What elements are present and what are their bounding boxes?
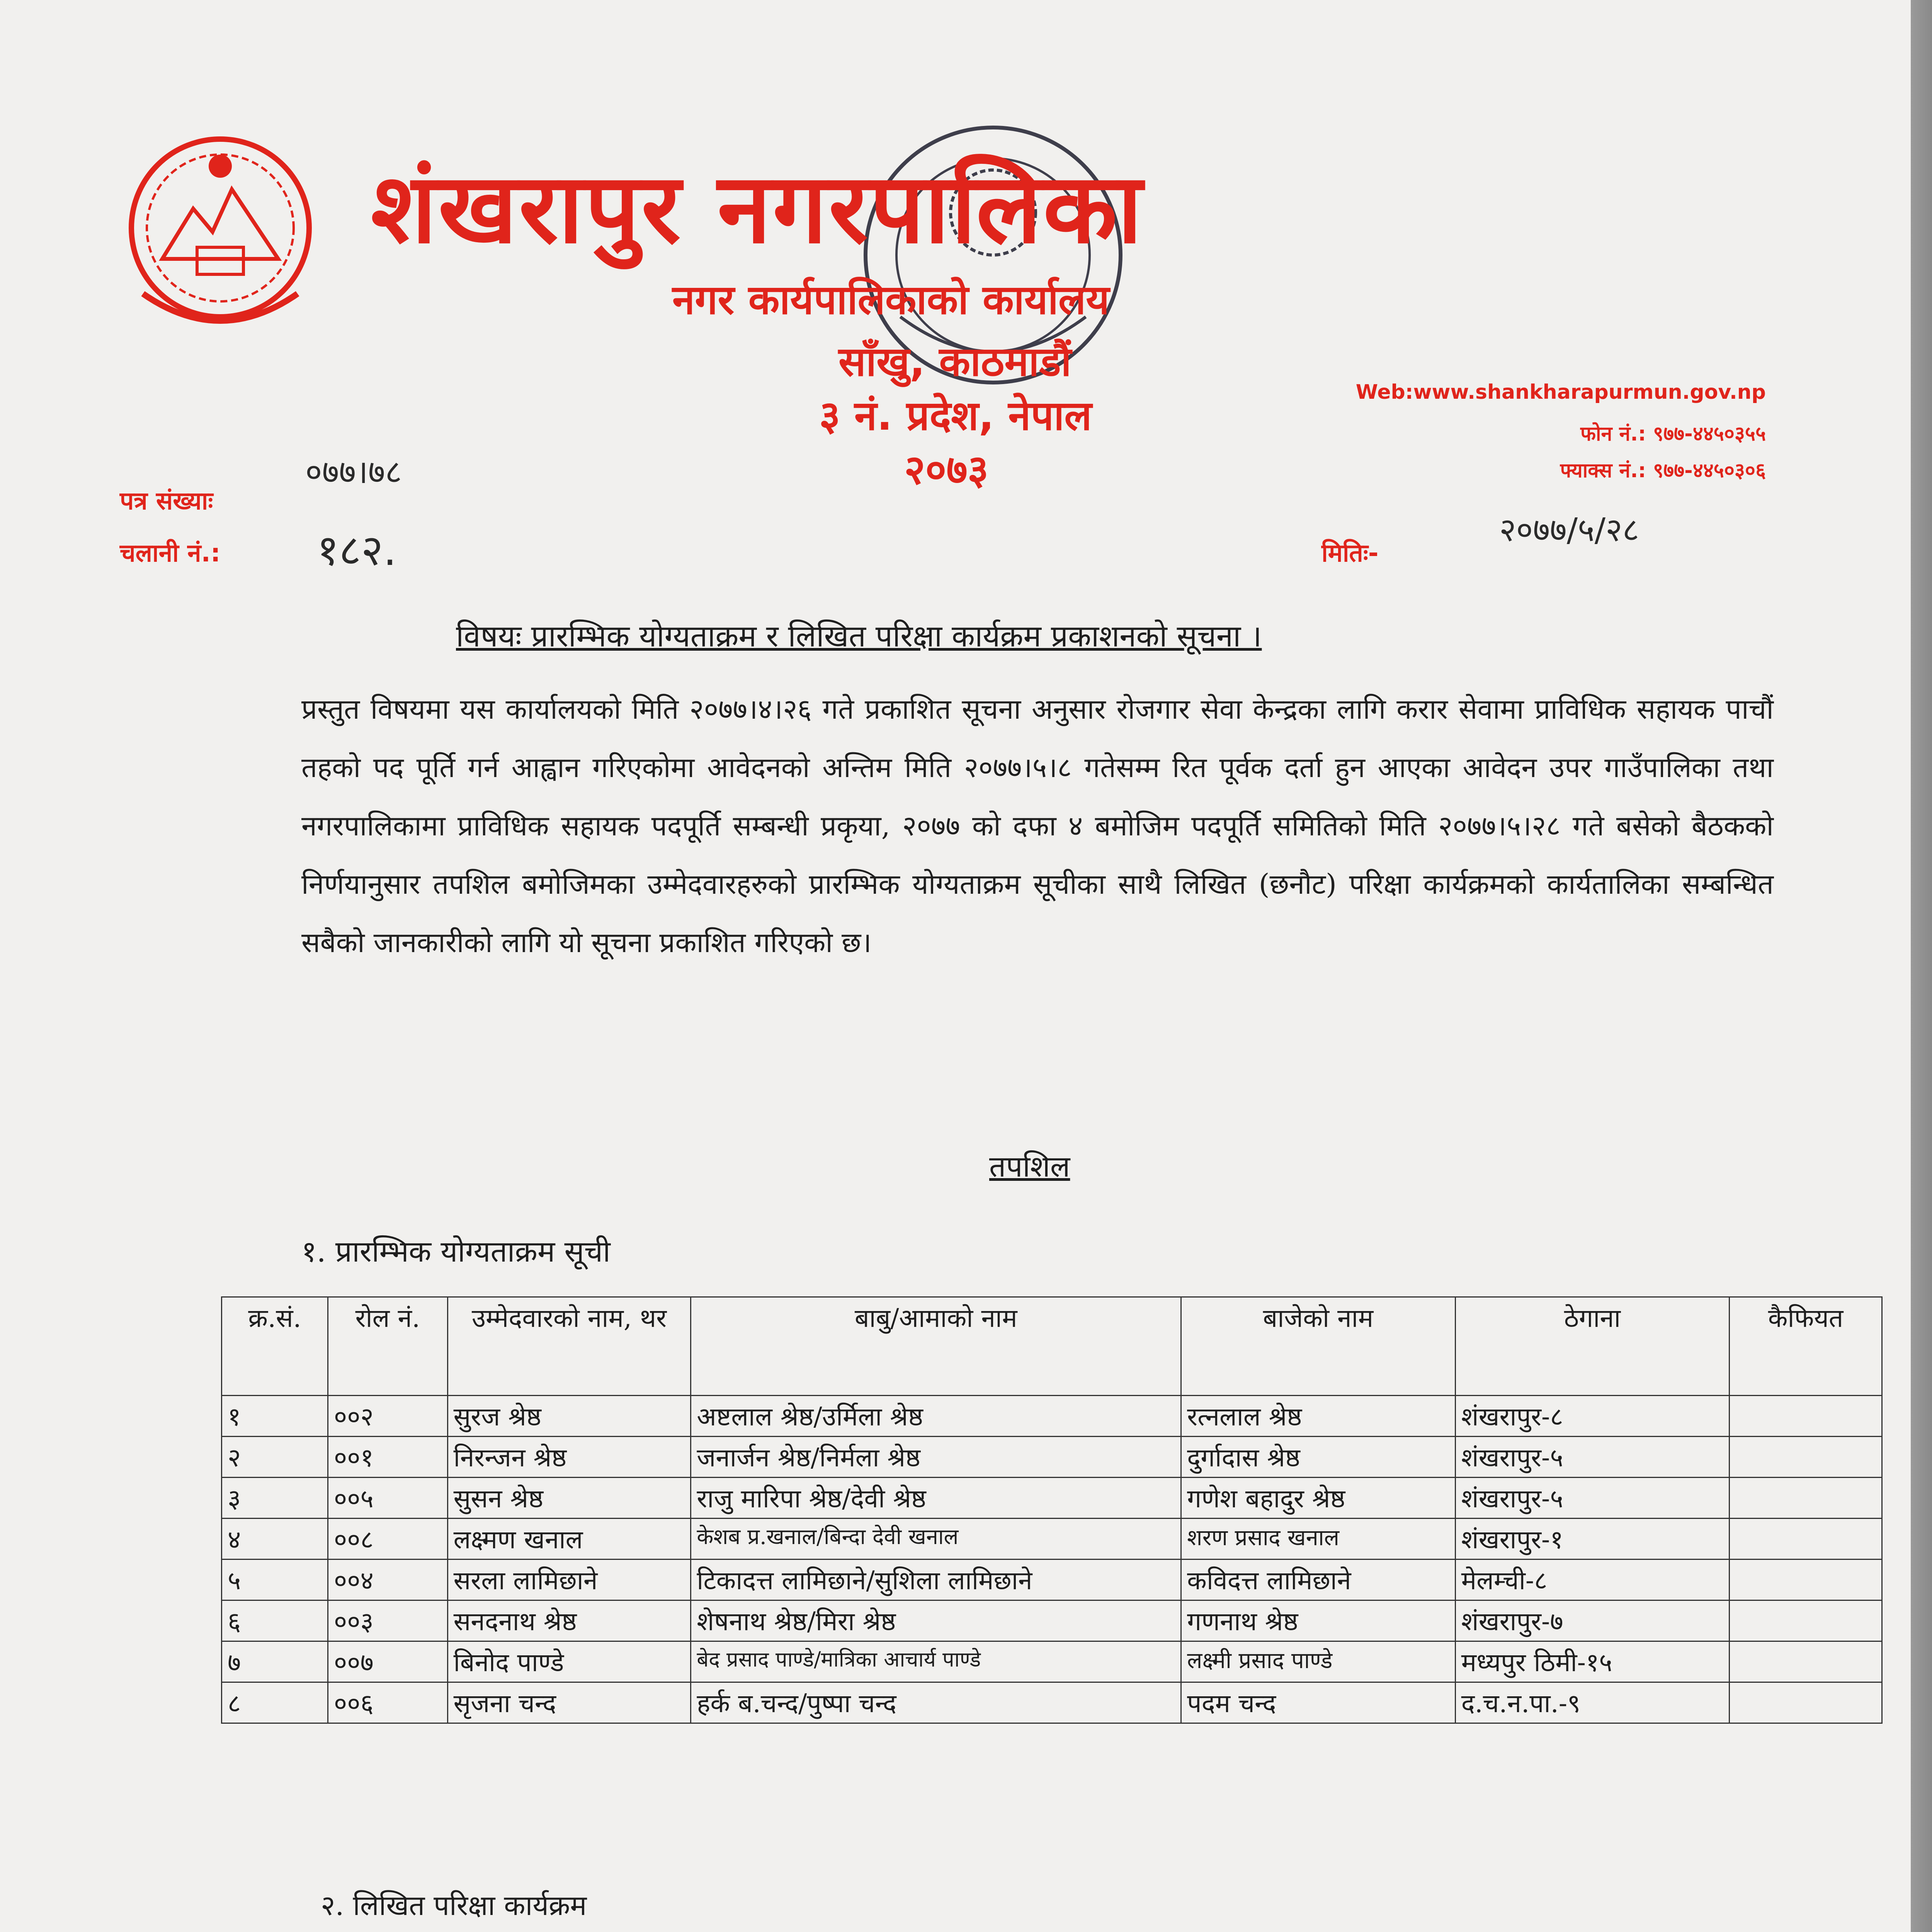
cell-candidate: सुसन श्रेष्ठ xyxy=(447,1478,691,1519)
cell-remarks xyxy=(1730,1600,1882,1641)
cell-candidate: लक्ष्मण खनाल xyxy=(447,1519,691,1560)
website-link[interactable]: Web:www.shankharapurmun.gov.np xyxy=(1355,381,1766,404)
chalani-label: चलानी नं.: xyxy=(120,539,221,568)
nepal-emblem-icon xyxy=(116,131,325,348)
established-year: २०७३ xyxy=(904,446,989,493)
cell-remarks xyxy=(1730,1682,1882,1723)
cell-address: शंखरापुर-८ xyxy=(1455,1396,1730,1437)
cell-remarks xyxy=(1730,1560,1882,1600)
table-header-row xyxy=(222,1297,1882,1396)
cell-grandfather: रत्नलाल श्रेष्ठ xyxy=(1181,1396,1455,1437)
table-row xyxy=(222,1396,1882,1437)
cell-remarks xyxy=(1730,1519,1882,1560)
cell-serial: ६ xyxy=(222,1600,328,1641)
cell-grandfather: गणनाथ श्रेष्ठ xyxy=(1181,1600,1455,1641)
cell-remarks xyxy=(1730,1396,1882,1437)
cell-grandfather: गणेश बहादुर श्रेष्ठ xyxy=(1181,1478,1455,1519)
cell-roll: ००३ xyxy=(328,1600,447,1641)
col-header-candidate: उम्मेदवारको नाम, थर xyxy=(447,1297,691,1396)
chalani-value: १८२. xyxy=(317,526,397,575)
cell-serial: १ xyxy=(222,1396,328,1437)
table-row xyxy=(222,1560,1882,1600)
cell-address: द.च.न.पा.-९ xyxy=(1455,1682,1730,1723)
miti-value: २०७७/५/२८ xyxy=(1499,511,1639,549)
cell-roll: ००८ xyxy=(328,1519,447,1560)
phone-number: फोन नं.: ९७७-४४५०३५५ xyxy=(1580,422,1766,446)
cell-address: मध्यपुर ठिमी-१५ xyxy=(1455,1641,1730,1682)
body-paragraph: प्रस्तुत विषयमा यस कार्यालयको मिति २०७७।४।२६ गते प्रकाशित सूचना अनुसार रोजगार सेवा केन्द्रका लागि करार सेवामा प्राविधिक सहायक पाचौं तहको पद पूर्ति गर्न आह्वान गरिएकोमा आवेदनको अन्तिम मिति २०७७।५।८ गतेसम्म रित पूर्वक दर्ता हुन आएका आवेदन उपर गाउँपालिका तथा नगरपालिकामा प्राविधिक सहायक पदपूर्ति सम्बन्धी प्रकृया, २०७७ को दफा ४ बमोजिम पदपूर्ति समितिको मिति २०७७।५।२८ गते बसेको बैठकको निर्णयानुसार तपशिल बमोजिमका उम्मेदवारहरुको प्रारम्भिक योग्यताक्रम सूचीका साथै लिखित (छनौट) परिक्षा कार्यक्रमको कार्यतालिका सम्बन्धित सबैको जानकारीको लागि यो सूचना प्रकाशित गरिएको छ। xyxy=(301,693,1774,959)
cell-address: मेलम्ची-८ xyxy=(1455,1560,1730,1600)
cell-parents: केशब प्र.खनाल/बिन्दा देवी खनाल xyxy=(691,1519,1181,1560)
cell-serial: ३ xyxy=(222,1478,328,1519)
cell-serial: ५ xyxy=(222,1560,328,1600)
cell-roll: ००५ xyxy=(328,1478,447,1519)
table-row xyxy=(222,1641,1882,1682)
cell-parents: अष्टलाल श्रेष्ठ/उर्मिला श्रेष्ठ xyxy=(691,1396,1181,1437)
cell-parents: जनार्जन श्रेष्ठ/निर्मला श्रेष्ठ xyxy=(691,1437,1181,1478)
cell-address: शंखरापुर-५ xyxy=(1455,1437,1730,1478)
office-name: नगर कार्यपालिकाको कार्यालय xyxy=(672,276,1110,323)
cell-roll: ००७ xyxy=(328,1641,447,1682)
cell-grandfather: शरण प्रसाद खनाल xyxy=(1181,1519,1455,1560)
cell-address: शंखरापुर-१ xyxy=(1455,1519,1730,1560)
cell-candidate: सरला लामिछाने xyxy=(447,1560,691,1600)
table-row xyxy=(222,1600,1882,1641)
table-row xyxy=(222,1682,1882,1723)
col-header-parents: बाबु/आमाको नाम xyxy=(691,1297,1181,1396)
cell-grandfather: दुर्गादास श्रेष्ठ xyxy=(1181,1437,1455,1478)
cell-serial: ७ xyxy=(222,1641,328,1682)
cell-remarks xyxy=(1730,1641,1882,1682)
cell-candidate: बिनोद पाण्डे xyxy=(447,1641,691,1682)
table-row xyxy=(222,1437,1882,1478)
subject-line: विषयः प्रारम्भिक योग्यताक्रम र लिखित परिक्षा कार्यक्रम प्रकाशनको सूचना । xyxy=(456,619,1262,654)
merit-list-table xyxy=(221,1296,1883,1724)
cell-roll: ००६ xyxy=(328,1682,447,1723)
cell-remarks xyxy=(1730,1478,1882,1519)
office-location: साँखु, काठमाडौं xyxy=(838,338,1071,385)
patra-label: पत्र संख्याः xyxy=(120,487,213,515)
col-header-serial: क्र.सं. xyxy=(222,1297,328,1396)
cell-remarks xyxy=(1730,1437,1882,1478)
col-header-grandfather: बाजेको नाम xyxy=(1181,1297,1455,1396)
cell-candidate: सनदनाथ श्रेष्ठ xyxy=(447,1600,691,1641)
cell-parents: राजु मारिपा श्रेष्ठ/देवी श्रेष्ठ xyxy=(691,1478,1181,1519)
col-header-address: ठेगाना xyxy=(1455,1297,1730,1396)
municipality-title: शंखरापुर नगरपालिका xyxy=(371,152,1144,265)
col-header-roll: रोल नं. xyxy=(328,1297,447,1396)
cell-parents: टिकादत्त लामिछाने/सुशिला लामिछाने xyxy=(691,1560,1181,1600)
cell-serial: ८ xyxy=(222,1682,328,1723)
cell-grandfather: पदम चन्द xyxy=(1181,1682,1455,1723)
cell-grandfather: कविदत्त लामिछाने xyxy=(1181,1560,1455,1600)
office-province: ३ नं. प्रदेश, नेपाल xyxy=(819,392,1092,439)
cell-serial: ४ xyxy=(222,1519,328,1560)
patra-value: ०७७।७८ xyxy=(305,453,402,491)
cell-candidate: सुरज श्रेष्ठ xyxy=(447,1396,691,1437)
cell-address: शंखरापुर-५ xyxy=(1455,1478,1730,1519)
table-row xyxy=(222,1519,1882,1560)
cell-parents: हर्क ब.चन्द/पुष्पा चन्द xyxy=(691,1682,1181,1723)
cell-grandfather: लक्ष्मी प्रसाद पाण्डे xyxy=(1181,1641,1455,1682)
tapashil-heading: तपशिल xyxy=(989,1149,1070,1184)
cell-candidate: निरन्जन श्रेष्ठ xyxy=(447,1437,691,1478)
col-header-remarks: कैफियत xyxy=(1730,1297,1882,1396)
cell-parents: शेषनाथ श्रेष्ठ/मिरा श्रेष्ठ xyxy=(691,1600,1181,1641)
section1-title: १. प्रारम्भिक योग्यताक्रम सूची xyxy=(301,1234,611,1269)
miti-label: मितिः- xyxy=(1321,539,1379,568)
cell-address: शंखरापुर-७ xyxy=(1455,1600,1730,1641)
cell-serial: २ xyxy=(222,1437,328,1478)
table-row xyxy=(222,1478,1882,1519)
fax-number: फ्याक्स नं.: ९७७-४४५०३०६ xyxy=(1560,459,1766,482)
cell-roll: ००२ xyxy=(328,1396,447,1437)
cell-candidate: सृजना चन्द xyxy=(447,1682,691,1723)
cell-roll: ००१ xyxy=(328,1437,447,1478)
cell-roll: ००४ xyxy=(328,1560,447,1600)
scanner-edge xyxy=(1911,0,1932,1932)
section2-title: २. लिखित परिक्षा कार्यक्रम xyxy=(321,1889,587,1922)
cell-parents: बेद प्रसाद पाण्डे/मात्रिका आचार्य पाण्डे xyxy=(691,1641,1181,1682)
